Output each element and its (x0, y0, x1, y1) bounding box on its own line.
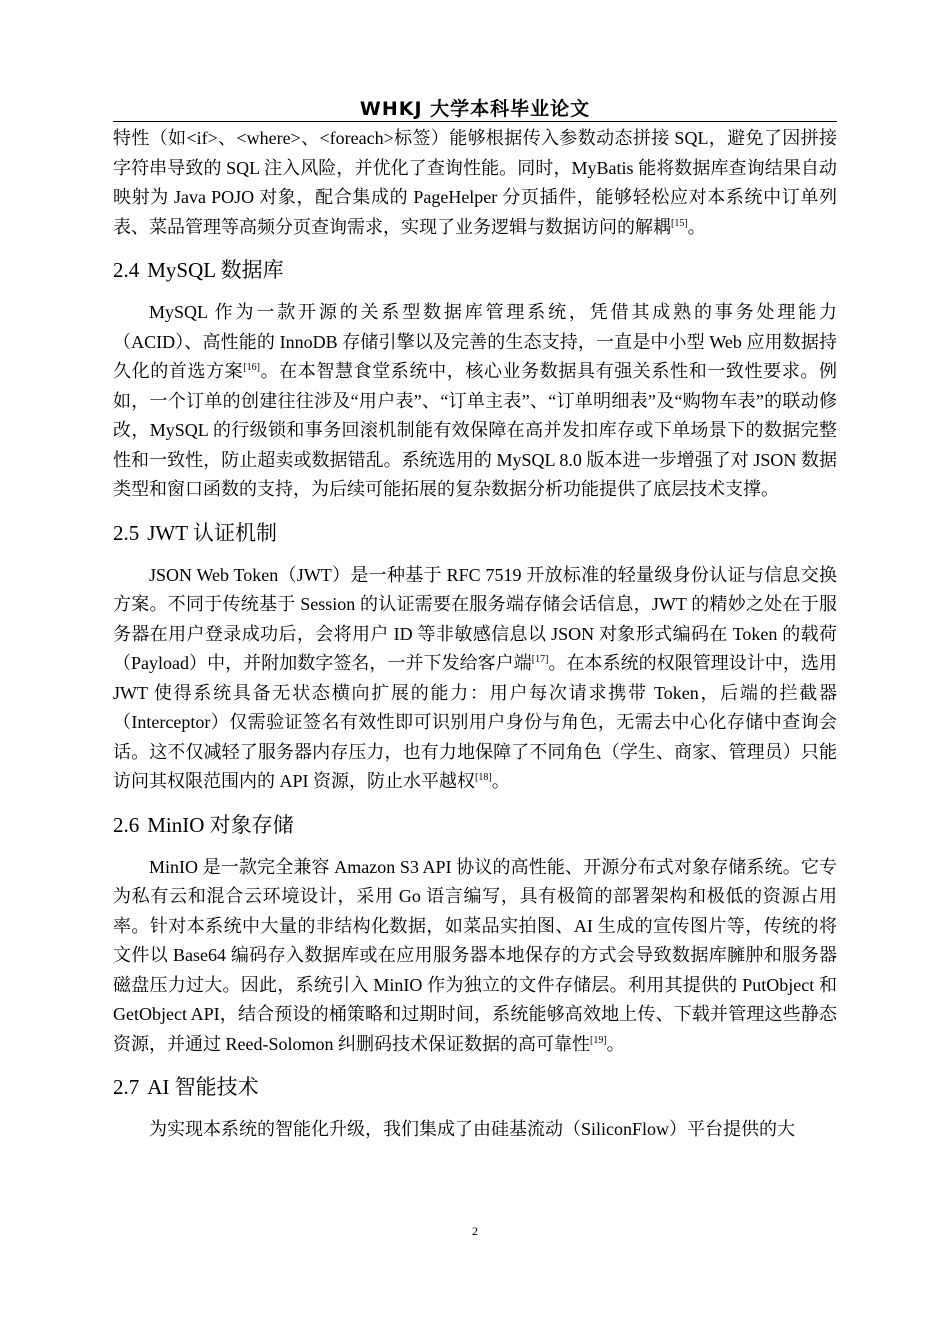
section-number: 2.5 (113, 520, 140, 545)
paragraph-text: 。 (687, 216, 706, 237)
section-heading-minio (113, 797, 837, 853)
section-number: 2.6 (113, 812, 140, 837)
section-heading-mysql (113, 242, 837, 298)
section-title: MinIO 对象存储 (147, 812, 294, 837)
section-number: 2.7 (113, 1075, 140, 1099)
ai-paragraph (113, 1115, 837, 1145)
paragraph-text: 为实现本系统的智能化升级，我们集成了由硅基流动（SiliconFlow）平台提供的大 (149, 1119, 796, 1139)
paragraph-text: 。在本系统的权限管理设计中，选用 JWT 使得系统具备无状态横向扩展的能力：用户每次请求携带 Token，后端的拦截器（Interceptor）仅需验证签名有效性即可识别用户身份与角色，无需去中心化存储中查询会话。这不仅减轻了服务器内存压力，也有力地保障了不同角色（学生、商家、管理员）只能访问其权限范围内的 API 资源，防止水平越权 (113, 653, 837, 791)
minio-paragraph (113, 853, 837, 1060)
paragraph-text: 。在本智慧食堂系统中，核心业务数据具有强关系性和一致性要求。例如，一个订单的创建往往涉及“用户表”、“订单主表”、“订单明细表”及“购物车表”的联动修改，MySQL 的行级锁和事务回滚机制能有效保障在高并发扣库存或下单场景下的数据完整性和一致性，防止超卖或数据错乱。系统选用的 MySQL 8.0 版本进一步增强了对 JSON 数据类型和窗口函数的支持，为后续可能拓展的复杂数据分析功能提供了底层技术支撑。 (113, 361, 837, 499)
section-title: JWT 认证机制 (147, 520, 277, 545)
page-number: 2 (472, 1224, 478, 1238)
paragraph-text: 特性（如<if>、<where>、<foreach>标签）能够根据传入参数动态拼接 SQL，避免了因拼接字符串导致的 SQL 注入风险，并优化了查询性能。同时，MyBatis 能将数据库查询结果自动映射为 Java POJO 对象，配合集成的 PageHelper 分页插件，能够轻松应对本系统中订单列表、菜品管理等高频分页查询需求，实现了业务逻辑与数据访问的解耦 (113, 128, 837, 237)
section-title: AI 智能技术 (147, 1075, 259, 1099)
citation: [16] (243, 362, 260, 373)
page-body (113, 124, 837, 1145)
running-header: WHKJ 大学本科毕业论文 (359, 98, 591, 120)
section-title: MySQL 数据库 (147, 258, 284, 282)
paragraph-text: MinIO 是一款完全兼容 Amazon S3 API 协议的高性能、开源分布式对象存储系统。它专为私有云和混合云环境设计，采用 Go 语言编写，具有极简的部署架构和极低的资源占用率。针对本系统中大量的非结构化数据，如菜品实拍图、AI 生成的宣传图片等，传统的将文件以 Base64 编码存入数据库或在应用服务器本地保存的方式会导致数据库臃肿和服务器磁盘压力过大。因此，系统引入 MinIO 作为独立的文件存储层。利用其提供的 PutObject 和 GetObject API，结合预设的桶策略和过期时间，系统能够高效地上传、下载并管理这些静态资源，并通过 Reed-Solomon 纠删码技术保证数据的高可靠性 (113, 856, 837, 1054)
section-heading-jwt (113, 505, 837, 561)
paragraph-text: 。 (606, 1033, 625, 1054)
paragraph-text: MySQL 作为一款开源的关系型数据库管理系统，凭借其成熟的事务处理能力（ACID）、高性能的 InnoDB 存储引擎以及完善的生态支持，一直是中小型 Web 应用数据持久化的首选方案 (113, 302, 837, 381)
header-divider (113, 121, 837, 122)
citation: [18] (475, 772, 492, 783)
paragraph-text: 。 (491, 771, 510, 791)
jwt-paragraph (113, 561, 837, 797)
citation: [17] (531, 654, 549, 665)
section-number: 2.4 (113, 258, 140, 282)
intro-paragraph (113, 124, 837, 242)
paragraph-text: JSON Web Token（JWT）是一种基于 RFC 7519 开放标准的轻量级身份认证与信息交换方案。不同于传统基于 Session 的认证需要在服务端存储会话信息，JWT 的精妙之处在于服务器在用户登录成功后，会将用户 ID 等非敏感信息以 JSON 对象形式编码在 Token 的载荷（Payload）中，并附加数字签名，一并下发给客户端 (113, 564, 837, 673)
section-heading-ai (113, 1059, 837, 1115)
citation: [15] (671, 217, 688, 229)
mysql-paragraph (113, 298, 837, 505)
citation: [19] (590, 1034, 607, 1046)
